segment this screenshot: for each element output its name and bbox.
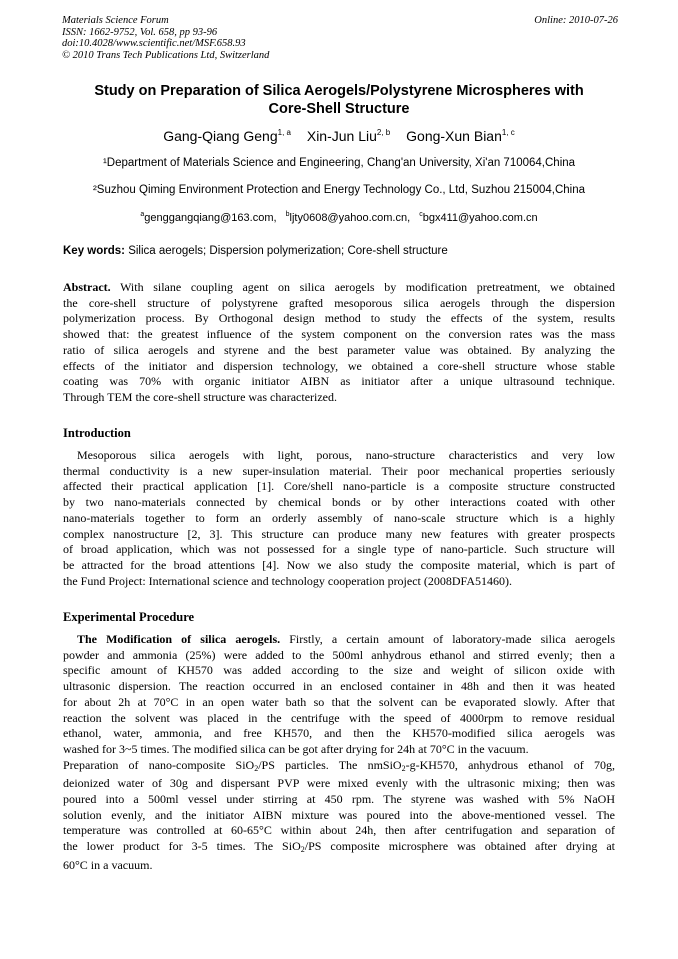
exp-line: The Modification of silica aerogels. Firstly, a certain amount of laboratory-made silica aerogels — [77, 632, 615, 646]
exp-line: temperature was controlled at 60-65°C within about 24h, then after centrifugation and separation of — [63, 823, 615, 838]
affiliation-2: ²Suzhou Qiming Environment Protection and Energy Technology Co., Ltd, Suzhou 215004,China — [92, 184, 586, 196]
exp-line: Preparation of nano-composite SiO$_2$/PS particles. The nmSiO$_2$-g-KH570, anhydrous ethanol of 70g, — [63, 757, 615, 773]
subsection-label: The Modification of silica aerogels. — [77, 632, 281, 646]
exp-line: reaction the solvent was placed in the centrifuge with the speed of 4000rpm to remove residual — [63, 710, 615, 725]
keywords-label: Key words: — [63, 245, 125, 257]
email-address[interactable]: bgx411@yahoo.com.cn — [422, 212, 538, 224]
author-name: Gang-Qiang Geng — [163, 128, 278, 144]
exp-line: the lower product for 3-5 times. The SiO$_2$/PS composite microsphere was obtained after drying at — [63, 839, 615, 855]
abstract-line: showed that: the greatest influence of the system component on the conversion rates was the mass — [63, 327, 615, 342]
author-affil-mark: 1, c — [501, 128, 515, 137]
author-name: Gong-Xun Bian — [406, 128, 502, 144]
doi-line: doi:10.4028/www.scientific.net/MSF.658.93 — [62, 38, 246, 49]
email-mark: b — [285, 211, 290, 218]
keywords — [63, 244, 619, 258]
experimental-heading: Experimental Procedure — [63, 610, 195, 624]
email-list — [40, 208, 638, 225]
title-line-1: Study on Preparation of Silica Aerogels/Polystyrene Microspheres with — [94, 83, 584, 99]
exp-line: powder and ammonia (25%) were added to the 500ml anhydrous ethanol and stirred evenly; then a — [63, 647, 615, 662]
exp-line: 60°C in a vacuum. — [63, 857, 153, 872]
intro-line: Mesoporous silica aerogels with light, porous, nano-structure characteristics and very low — [77, 448, 615, 462]
intro-line: thermal conductivity is a new super-insulation material. Their poor mechanical properties seriously — [63, 463, 615, 478]
author-name: Xin-Jun Liu — [306, 128, 377, 144]
author-affil-mark: 1, a — [277, 128, 291, 137]
issn-line: ISSN: 1662-9752, Vol. 658, pp 93-96 — [62, 26, 218, 38]
journal-header — [62, 15, 618, 61]
intro-line: affected their practical application [1]. Core/shell nano-particle is a composite structure constructed — [63, 479, 615, 494]
intro-line: complex nanostructure [2, 3]. This structure can produce many new features with greater prospects — [63, 526, 615, 541]
exp-line: ultrasonic dispersion. The reaction occurred in an enclosed container in 48h and then it was heated — [63, 679, 615, 694]
introduction-heading: Introduction — [63, 426, 131, 440]
abstract — [63, 280, 615, 406]
exp-line: for about 2h at 70°C in an open water bath so that the solvent can be evaporated slowly. After that — [63, 694, 615, 709]
paper-title — [40, 82, 638, 118]
copyright-line: © 2010 Trans Tech Publications Ltd, Switzerland — [62, 49, 270, 61]
exp-line: poured into a 500ml vessel under stirring at 450 rpm. The styrene was washed with 5% NaOH — [63, 792, 615, 807]
abstract-line: Abstract. With silane coupling agent on silica aerogels by modification pretreatment, we obtained — [63, 280, 615, 294]
abstract-line: effects of the initiator and dispersion technology, we obtained a core-shell structure whose stable — [63, 358, 615, 373]
email-address[interactable]: ljty0608@yahoo.com.cn, — [289, 212, 411, 224]
abstract-line: Through TEM the core-shell structure was characterized. — [63, 389, 337, 404]
exp-line: solution evenly, and the initiator AIBN mixture was poured into the above-mentioned vessel. The — [63, 807, 615, 822]
exp-line: washed for 3~5 times. The modified silica can be got after drying for 24h at 70°C in the vacuum. — [63, 741, 529, 756]
journal-name: Materials Science Forum — [62, 15, 169, 26]
email-mark: a — [140, 211, 145, 218]
title-line-2: Core-Shell Structure — [268, 101, 410, 117]
abstract-line: polymerization process. By Orthogonal design method to study the effects of the system, results — [63, 311, 615, 326]
abstract-label: Abstract. — [63, 280, 111, 294]
intro-line: nano-materials together to form an orderly assembly of nano-scale structure which is a highly — [63, 510, 615, 525]
intro-line: be attracted for the broad attentions [4]. Now we also study the composite material, which is part of — [63, 557, 615, 572]
intro-line: by two nano-materials connected by chemical bonds or by other interactions coated with other — [63, 495, 615, 510]
online-date: Online: 2010-07-26 — [534, 15, 618, 26]
exp-line: ethanol, water, ammonia, and free KH570, and then the KH570-modified silica aerogels was — [63, 726, 615, 741]
email-address[interactable]: genggangqiang@163.com, — [144, 212, 277, 224]
author-list — [40, 124, 638, 145]
email-mark: c — [419, 211, 423, 218]
intro-line: of broad application, which was not possessed for a single type of nano-particle. Such structure will — [63, 542, 615, 557]
exp-line: specific amount of KH570 was added according to the size and weight of silicon oxide with — [63, 663, 615, 678]
abstract-line: coating was 70% with organic initiator AIBN as initiator after a unique ultrasound technique. — [63, 374, 615, 389]
introduction-body — [63, 448, 615, 589]
experimental-body — [63, 632, 615, 874]
abstract-line: ratio of silica aerogels and styrene and the best parameter value was obtained. By analyzing the — [63, 342, 615, 357]
exp-line: deionized water of 30g and dispersant PVP were mixed evenly with the ultrasonic mixing; then was — [63, 776, 615, 791]
keywords-text: Silica aerogels; Dispersion polymerization; Core-shell structure — [128, 245, 448, 257]
abstract-line: the core-shell structure of polystyrene grafted mesoporous silica aerogels through the dispersion — [63, 295, 615, 310]
author-affil-mark: 2, b — [376, 128, 391, 137]
affiliation-1: ¹Department of Materials Science and Engineering, Chang'an University, Xi'an 710064,China — [102, 157, 576, 169]
intro-line: the Fund Project: International science and technology cooperation project (2008DFA51460). — [63, 573, 512, 588]
